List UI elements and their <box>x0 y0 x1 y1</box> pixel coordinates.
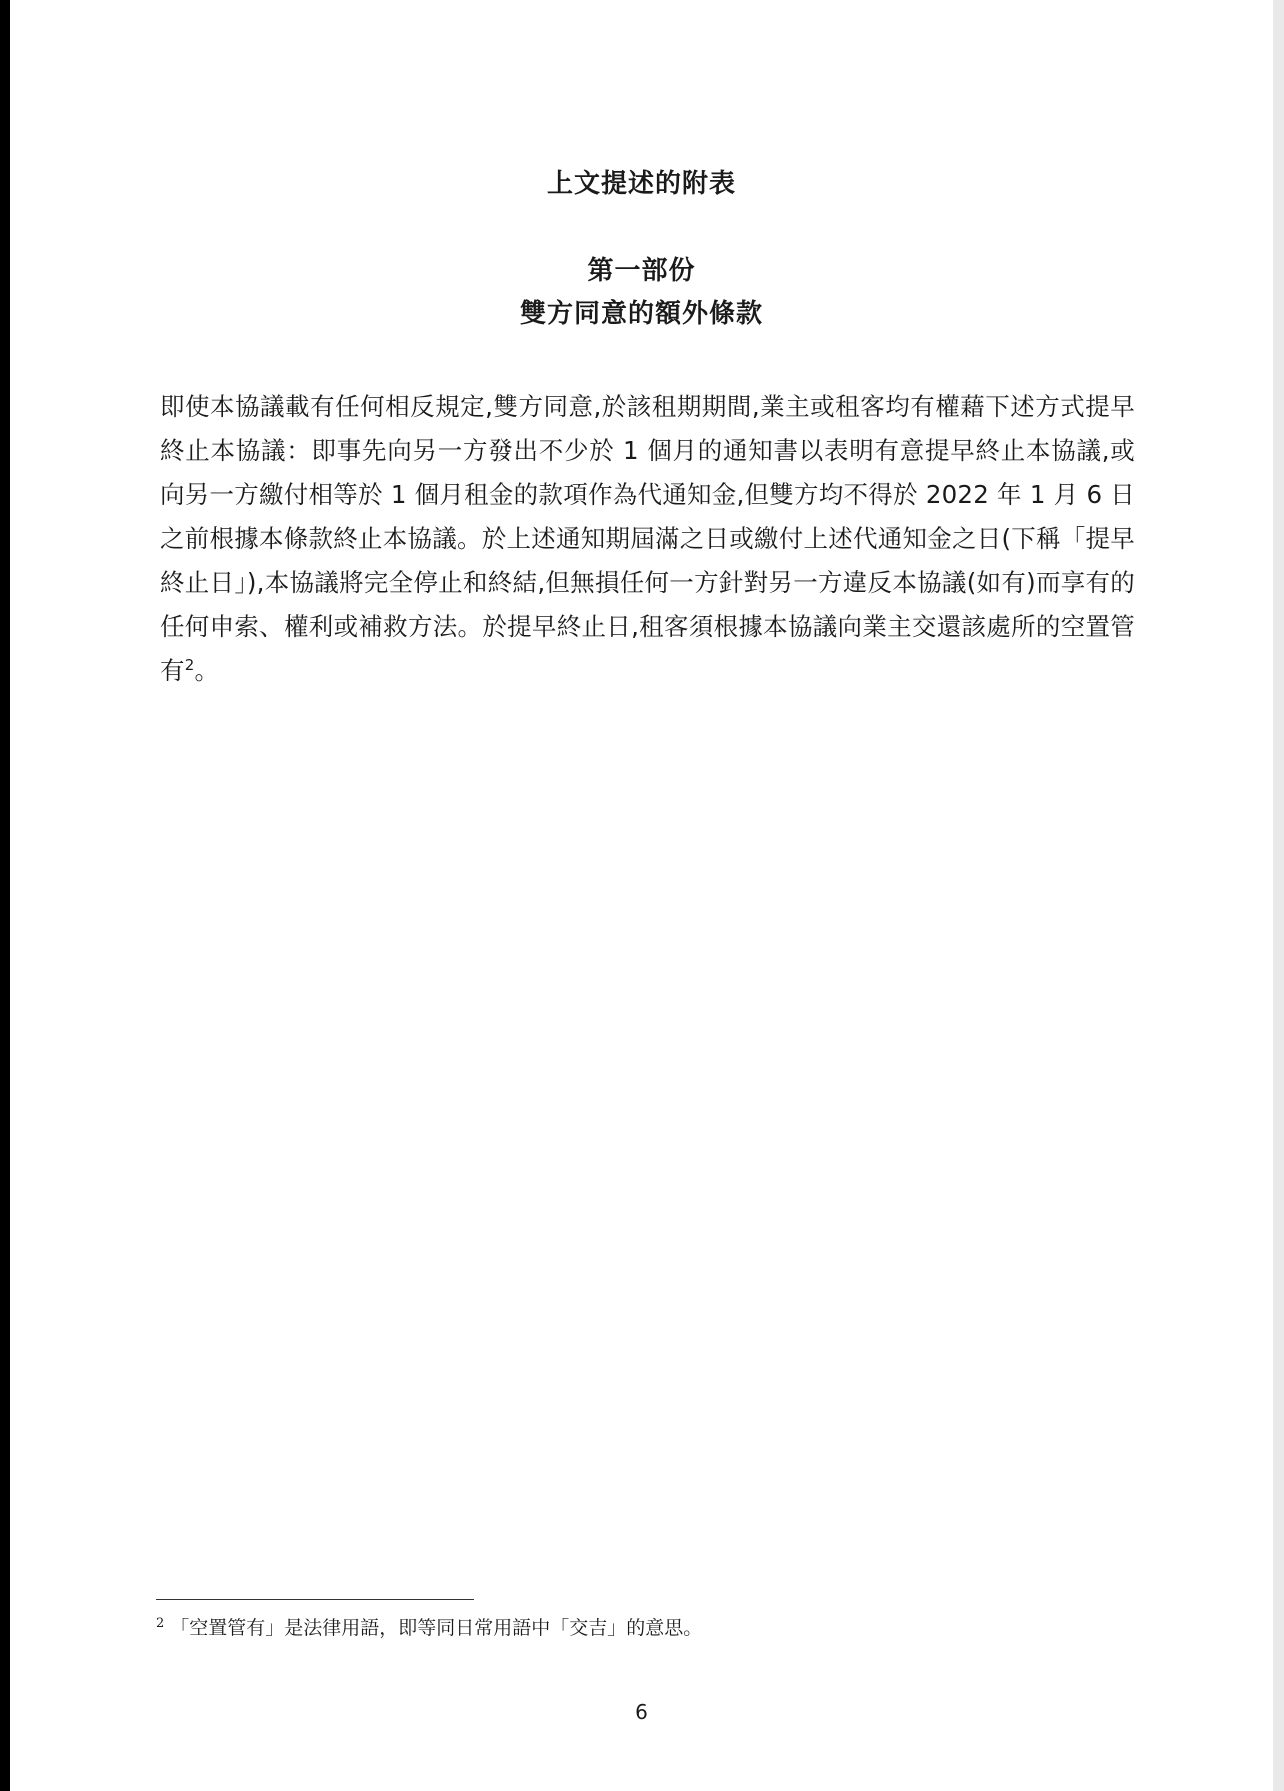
document-page <box>10 0 1273 1791</box>
page-edge <box>1273 0 1284 1791</box>
footnote-number: 2 <box>156 1615 165 1631</box>
footnote-text: 「空置管有」是法律用語，即等同日常用語中「交吉」的意思。 <box>170 1617 703 1639</box>
footnote-reference: 2 <box>184 655 195 674</box>
footnote <box>156 1614 702 1642</box>
part-subtitle: 雙方同意的額外條款 <box>519 299 763 329</box>
schedule-title: 上文提述的附表 <box>546 169 736 199</box>
part-heading: 第一部份 <box>587 256 696 286</box>
page-number: 6 <box>635 1700 648 1724</box>
clause-paragraph <box>160 385 1135 693</box>
clause-text: 即使本協議載有任何相反規定,雙方同意,於該租期期間,業主或租客均有權藉下述方式提早終止本協議：即事先向另一方發出不少於 1 個月的通知書以表明有意提早終止本協議,或向另一方繳付相等於 1 個月租金的款項作為代通知金,但雙方均不得於 2022 年 1 月 6 日之前根據本條款終止本協議。於上述通知期屆滿之日或繳付上述代通知金之日(下稱「提早終止日」),本協議將完全停止和終結,但無損任何一方針對另一方違反本協議(如有)而享有的任何申索、權利或補救方法。於提早終止日,租客須根據本協議向業主交還該處所的空置管有 <box>160 392 1135 685</box>
clause-end-punctuation: 。 <box>194 656 220 685</box>
footnote-divider <box>156 1599 474 1600</box>
